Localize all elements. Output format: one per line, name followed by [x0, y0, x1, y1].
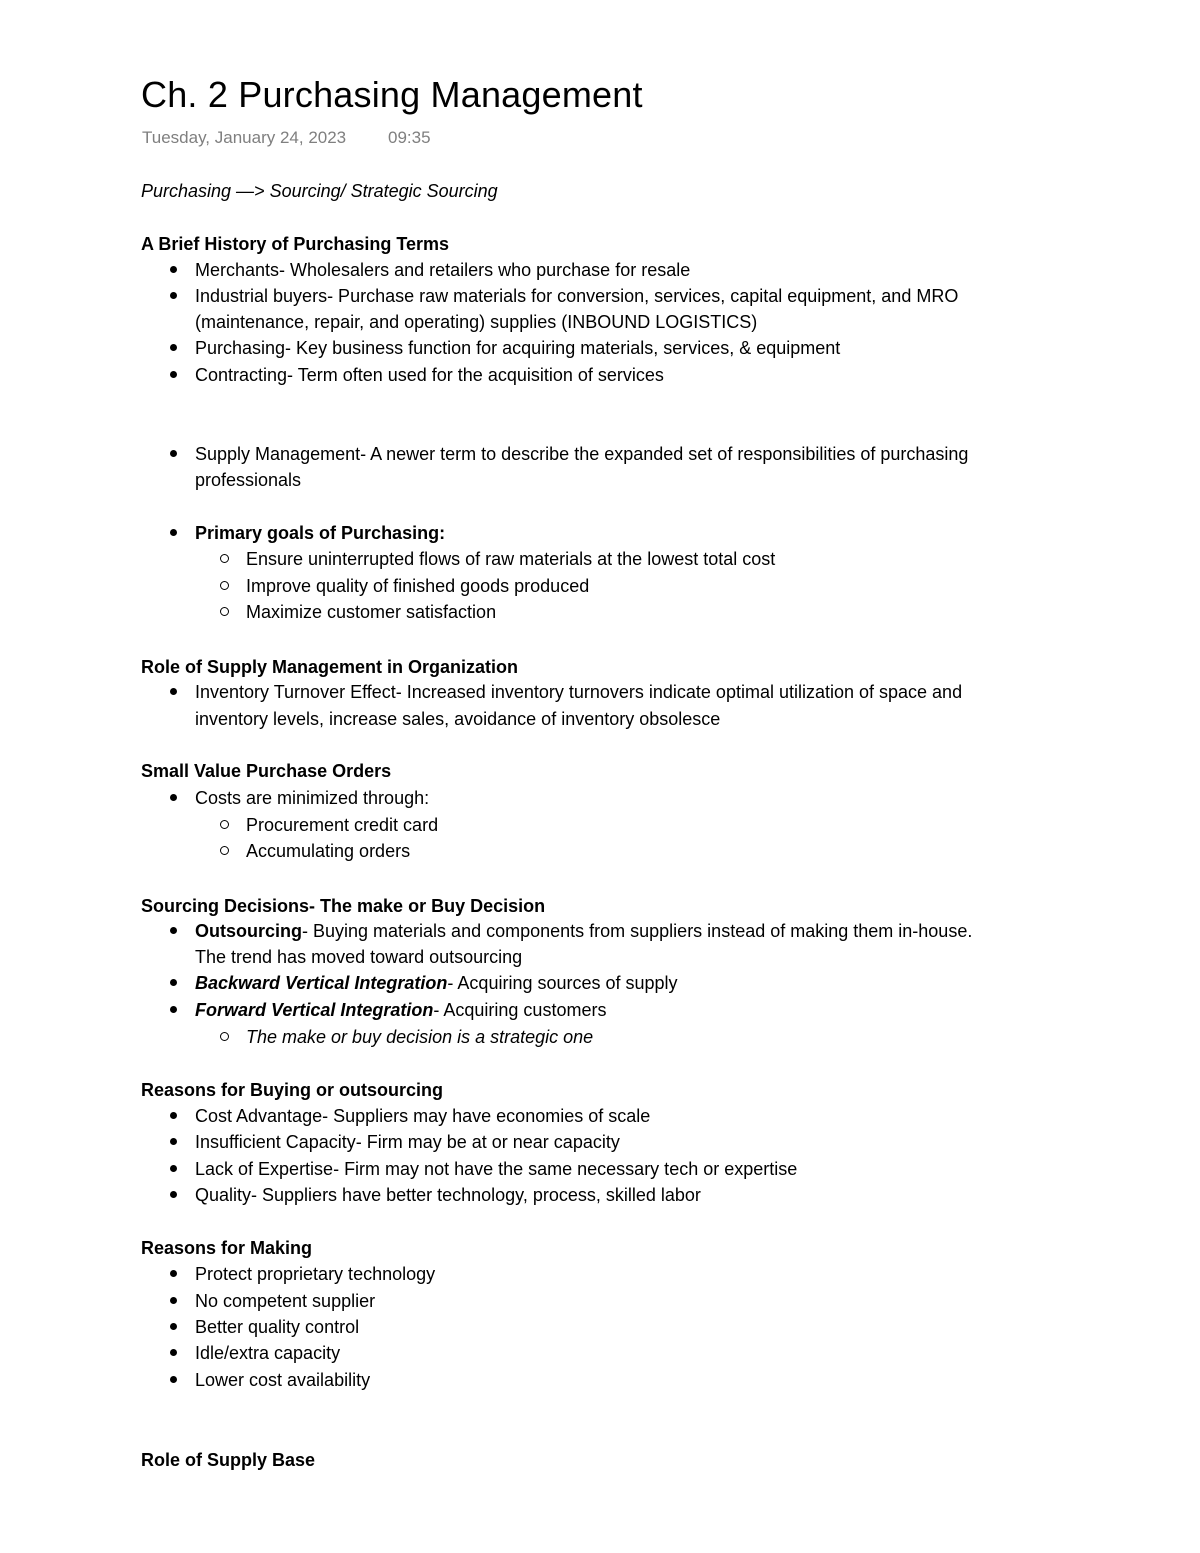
sub-list-item: The make or buy decision is a strategic one: [246, 1024, 1176, 1050]
list-item: Contracting- Term often used for the acquisition of services: [195, 362, 1125, 388]
list-item: Purchasing- Key business function for acquiring materials, services, & equipment: [195, 335, 1125, 361]
list-item-continuation: The trend has moved toward outsourcing: [195, 947, 523, 967]
sub-list-item: Procurement credit card: [246, 812, 1176, 838]
list-item: No competent supplier: [195, 1288, 1125, 1314]
list-item-outsourcing: [195, 918, 1125, 944]
section-heading-making: Reasons for Making: [141, 1238, 313, 1258]
goals-label: Primary goals of Purchasing:: [195, 520, 1125, 546]
sub-list-item: Improve quality of finished goods produced: [246, 573, 1176, 599]
definition-forward: - Acquiring customers: [433, 1000, 607, 1020]
note-time: 09:35: [388, 128, 431, 147]
list-item: Insufficient Capacity- Firm may be at or near capacity: [195, 1129, 1125, 1155]
sub-list-item: Maximize customer satisfaction: [246, 599, 1176, 625]
list-item: Better quality control: [195, 1314, 1125, 1340]
list-item: Protect proprietary technology: [195, 1261, 1125, 1287]
list-item: Lack of Expertise- Firm may not have the same necessary tech or expertise: [195, 1156, 1125, 1182]
list-item-forward: [195, 997, 1125, 1023]
list-item: Cost Advantage- Suppliers may have economies of scale: [195, 1103, 1125, 1129]
definition-backward: - Acquiring sources of supply: [447, 973, 678, 993]
section-heading-small-value: Small Value Purchase Orders: [141, 761, 392, 781]
list-item-continuation: inventory levels, increase sales, avoidance of inventory obsolesce: [195, 709, 721, 729]
section-heading-buying: Reasons for Buying or outsourcing: [141, 1080, 444, 1100]
term-forward-integration: Forward Vertical Integration: [195, 1000, 434, 1020]
list-item: Costs are minimized through:: [195, 785, 1125, 811]
sub-list-item: Ensure uninterrupted flows of raw materials at the lowest total cost: [246, 546, 1176, 572]
section-heading-sourcing: Sourcing Decisions- The make or Buy Decision: [141, 896, 546, 916]
list-item-backward: [195, 970, 1125, 996]
list-item-continuation: (maintenance, repair, and operating) supplies (INBOUND LOGISTICS): [195, 312, 758, 332]
list-item: Industrial buyers- Purchase raw materials for conversion, services, capital equipment, and MRO: [195, 283, 1125, 309]
sub-list-item: Accumulating orders: [246, 838, 1176, 864]
section-heading-history: A Brief History of Purchasing Terms: [141, 234, 450, 254]
list-item: Idle/extra capacity: [195, 1340, 1125, 1366]
term-backward-integration: Backward Vertical Integration: [195, 973, 448, 993]
list-item: Quality- Suppliers have better technology, process, skilled labor: [195, 1182, 1125, 1208]
definition-outsourcing: - Buying materials and components from suppliers instead of making them in-house.: [302, 921, 973, 941]
term-outsourcing: Outsourcing: [195, 921, 302, 941]
section-heading-role: Role of Supply Management in Organization: [141, 657, 519, 677]
note-date: Tuesday, January 24, 2023: [142, 128, 347, 147]
page-title: Ch. 2 Purchasing Management: [141, 74, 643, 115]
list-item: Merchants- Wholesalers and retailers who purchase for resale: [195, 257, 1125, 283]
intro-line: Purchasing —> Sourcing/ Strategic Sourcing: [141, 181, 498, 201]
list-item: Supply Management- A newer term to describe the expanded set of responsibilities of purchasing: [195, 441, 1125, 467]
list-item-continuation: professionals: [195, 470, 302, 490]
section-heading-supply-base: Role of Supply Base: [141, 1450, 316, 1470]
list-item: Inventory Turnover Effect- Increased inventory turnovers indicate optimal utilization of space and: [195, 679, 1125, 705]
list-item: Lower cost availability: [195, 1367, 1125, 1393]
